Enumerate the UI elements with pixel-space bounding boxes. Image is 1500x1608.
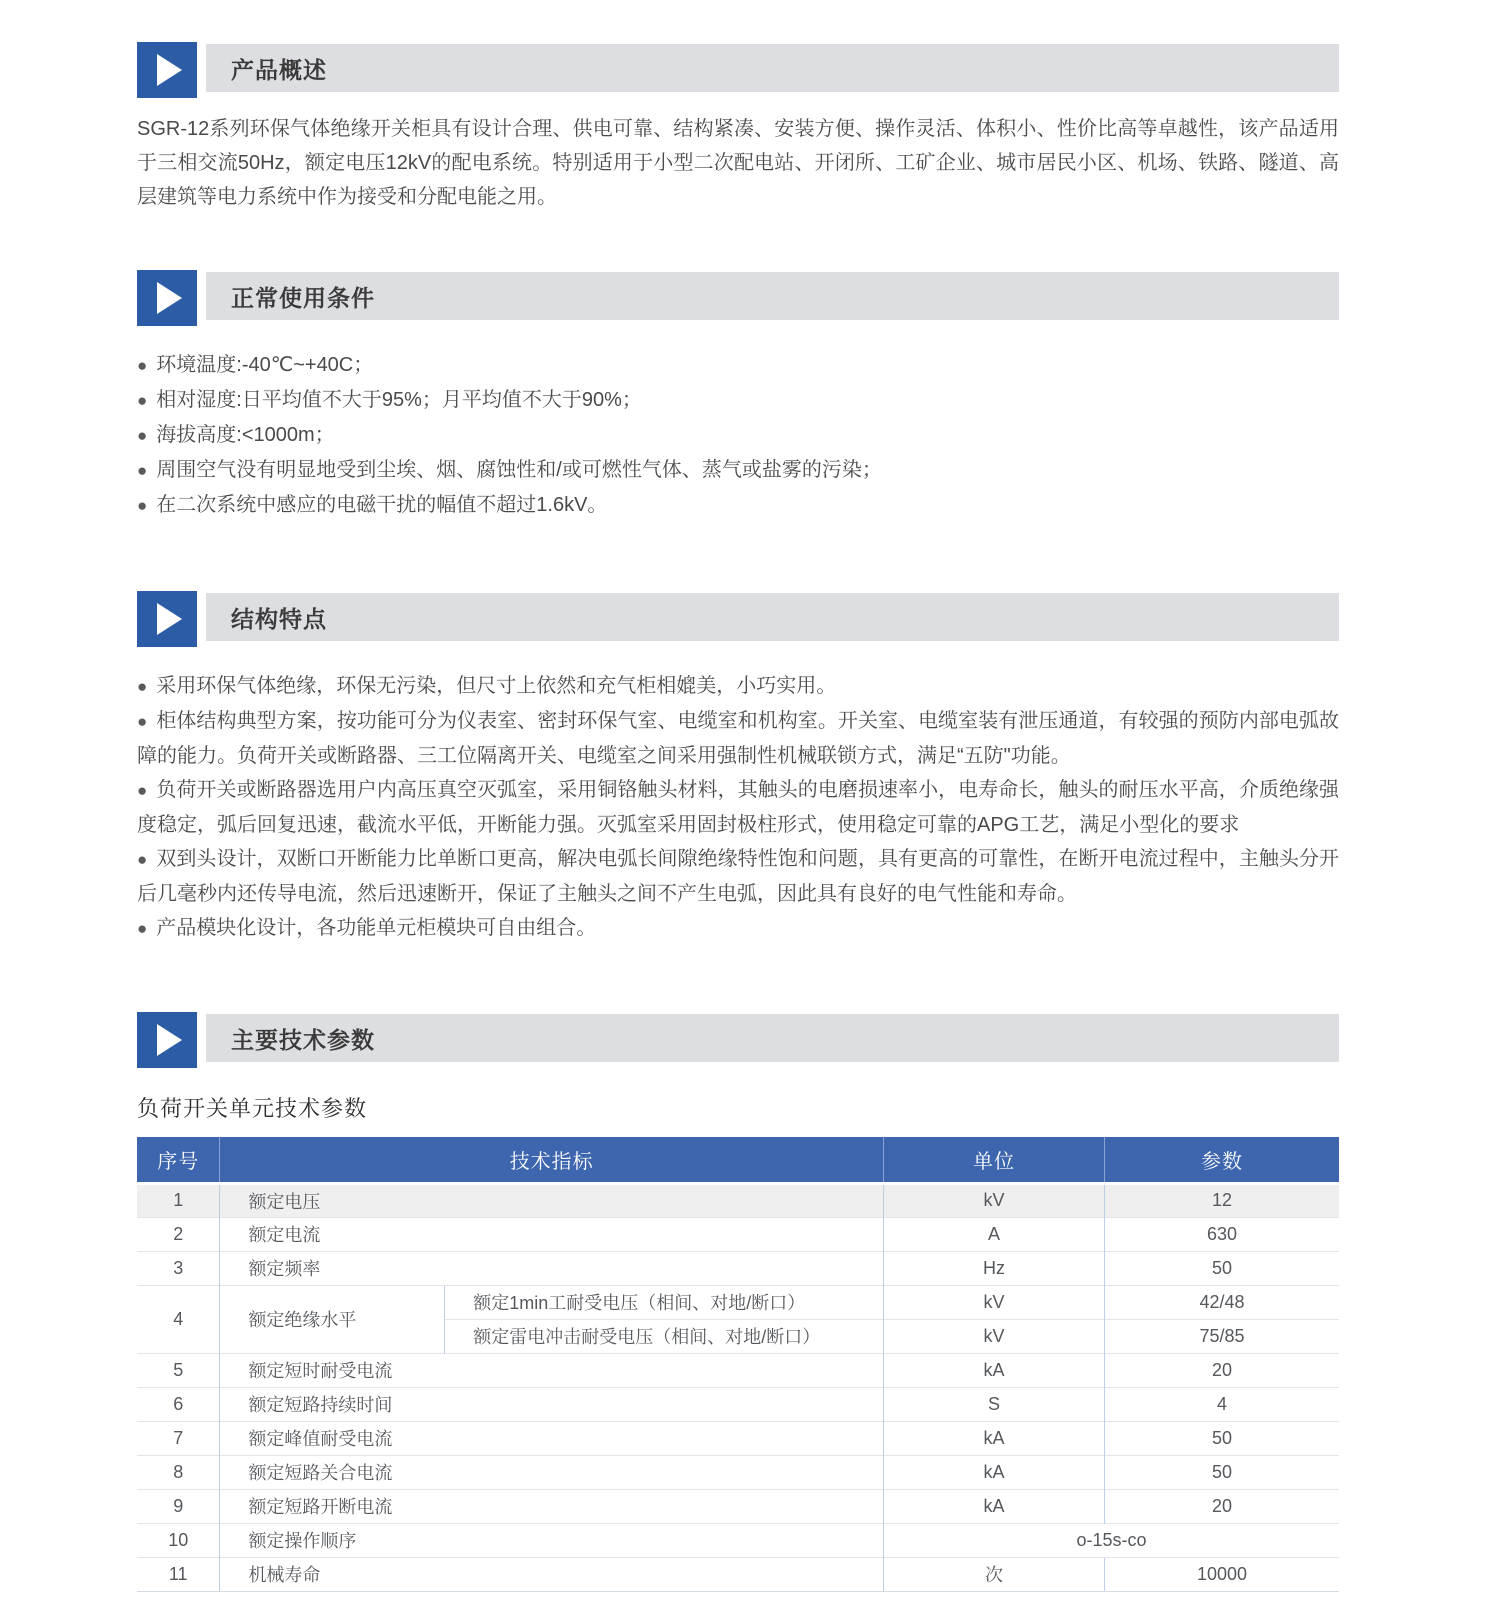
table-cell: 42/48 (1105, 1285, 1339, 1319)
section-parameters (137, 1012, 1339, 1592)
bullet-dot-icon: ● (137, 919, 148, 938)
table-cell: 额定短路开断电流 (220, 1489, 884, 1523)
table-cell: 3 (137, 1251, 220, 1285)
bullet-text: 采用环保气体绝缘，环保无污染，但尺寸上依然和充气柜相媲美，小巧实用。 (156, 675, 837, 697)
bullet-item (137, 488, 1339, 523)
bullet-item (137, 418, 1339, 453)
table-cell: 额定短时耐受电流 (220, 1353, 884, 1387)
bullet-text: 双到头设计，双断口开断能力比单断口更高，解决电弧长间隙绝缘特性饱和问题，具有更高的可靠性，在断开电流过程中，主触头分开后几毫秒内还传导电流，然后迅速断开，保证了主触头之间不产生电弧，因此具有良好的电气性能和寿命。 (137, 848, 1339, 905)
table-cell: 9 (137, 1489, 220, 1523)
table-cell: 11 (137, 1557, 220, 1591)
bullet-text: 产品模块化设计，各功能单元柜模块可自由组合。 (156, 917, 597, 939)
table-header-cell: 序号 (137, 1137, 220, 1183)
bullet-item (137, 842, 1339, 911)
table-cell: A (883, 1217, 1104, 1251)
table-cell: 4 (1105, 1387, 1339, 1421)
section-header-conditions (137, 270, 1339, 326)
table-row (137, 1455, 1339, 1489)
table-cell: kV (883, 1285, 1104, 1319)
bullet-dot-icon: ● (137, 781, 148, 800)
bullet-item (137, 773, 1339, 842)
bullet-dot-icon: ● (137, 496, 148, 515)
table-row (137, 1285, 1339, 1319)
section-title: 产品概述 (231, 56, 327, 83)
table-cell: 20 (1105, 1353, 1339, 1387)
table-row (137, 1421, 1339, 1455)
table-cell: 额定电流 (220, 1217, 884, 1251)
bullet-dot-icon: ● (137, 391, 148, 410)
table-cell: S (883, 1387, 1104, 1421)
table-row (137, 1217, 1339, 1251)
table-subtitle: 负荷开关单元技术参数 (137, 1096, 368, 1121)
table-cell: 50 (1105, 1251, 1339, 1285)
bullet-dot-icon: ● (137, 712, 148, 731)
table-cell: o-15s-co (883, 1523, 1339, 1557)
section-header-features (137, 591, 1339, 647)
section-header-parameters (137, 1012, 1339, 1068)
table-cell: kV (883, 1183, 1104, 1217)
bullet-dot-icon: ● (137, 426, 148, 445)
overview-paragraph: SGR-12系列环保气体绝缘开关柜具有设计合理、供电可靠、结构紧凑、安装方便、操作灵活、体积小、性价比高等卓越性，该产品适用于三相交流50Hz，额定电压12kV的配电系统。特别适用于小型二次配电站、开闭所、工矿企业、城市居民小区、机场、铁路、隧道、高层建筑等电力系统中作为接受和分配电能之用。 (137, 118, 1339, 208)
bullet-dot-icon: ● (137, 356, 148, 375)
bullet-text: 负荷开关或断路器选用户内高压真空灭弧室，采用铜铬触头材料，其触头的电磨损速率小，电寿命长，触头的耐压水平高，介质绝缘强度稳定，弧后回复迅速，截流水平低，开断能力强。灭弧室采用固封极柱形式，使用稳定可靠的APG工艺，满足小型化的要求 (137, 779, 1339, 836)
bullet-text: 相对湿度:日平均值不大于95%；月平均值不大于90%； (156, 389, 642, 411)
bullet-dot-icon: ● (137, 677, 148, 696)
table-cell: 额定绝缘水平 (220, 1285, 445, 1353)
table-cell: kV (883, 1319, 1104, 1353)
section-title-bar (206, 272, 1339, 320)
bullet-item (137, 704, 1339, 773)
conditions-list (137, 348, 1339, 523)
section-title: 结构特点 (231, 605, 327, 632)
table-row (137, 1183, 1339, 1217)
table-cell: 630 (1105, 1217, 1339, 1251)
triangle-glyph (157, 282, 182, 314)
table-cell: 50 (1105, 1455, 1339, 1489)
table-cell: 50 (1105, 1421, 1339, 1455)
bullet-dot-icon: ● (137, 461, 148, 480)
table-cell: 12 (1105, 1183, 1339, 1217)
section-title-bar (206, 593, 1339, 641)
table-cell: 4 (137, 1285, 220, 1353)
table-row (137, 1523, 1339, 1557)
table-cell: 20 (1105, 1489, 1339, 1523)
section-title: 正常使用条件 (231, 284, 375, 311)
table-cell: Hz (883, 1251, 1104, 1285)
section-features (137, 591, 1339, 946)
play-arrow-icon (137, 270, 197, 326)
bullet-text: 在二次系统中感应的电磁干扰的幅值不超过1.6kV。 (156, 494, 608, 516)
bullet-item (137, 911, 1339, 946)
bullet-text: 环境温度:-40℃~+40C； (156, 354, 374, 376)
table-cell: 额定操作顺序 (220, 1523, 884, 1557)
table-cell: 8 (137, 1455, 220, 1489)
parameters-table (137, 1137, 1339, 1592)
table-header-row (137, 1137, 1339, 1183)
triangle-glyph (157, 54, 182, 86)
table-cell: 10 (137, 1523, 220, 1557)
features-list (137, 669, 1339, 946)
table-cell: 6 (137, 1387, 220, 1421)
table-row (137, 1387, 1339, 1421)
table-cell: 机械寿命 (220, 1557, 884, 1591)
play-arrow-icon (137, 42, 197, 98)
triangle-glyph (157, 603, 182, 635)
table-cell: kA (883, 1455, 1104, 1489)
table-cell: 额定频率 (220, 1251, 884, 1285)
bullet-text: 海拔高度:<1000m； (156, 424, 335, 446)
table-row (137, 1557, 1339, 1591)
play-arrow-icon (137, 591, 197, 647)
table-cell: 额定短路关合电流 (220, 1455, 884, 1489)
section-overview (137, 42, 1339, 214)
table-header-cell: 技术指标 (220, 1137, 884, 1183)
play-arrow-icon (137, 1012, 197, 1068)
table-header-cell: 参数 (1105, 1137, 1339, 1183)
table-cell: 7 (137, 1421, 220, 1455)
table-cell: 1 (137, 1183, 220, 1217)
table-cell: 5 (137, 1353, 220, 1387)
table-cell: 额定峰值耐受电流 (220, 1421, 884, 1455)
table-cell: 10000 (1105, 1557, 1339, 1591)
table-cell: kA (883, 1353, 1104, 1387)
table-cell: 75/85 (1105, 1319, 1339, 1353)
section-header-overview (137, 42, 1339, 98)
section-title-bar (206, 44, 1339, 92)
table-cell: 额定电压 (220, 1183, 884, 1217)
bullet-text: 周围空气没有明显地受到尘埃、烟、腐蚀性和/或可燃性气体、蒸气或盐雾的污染； (156, 459, 882, 481)
table-cell: 2 (137, 1217, 220, 1251)
bullet-text: 柜体结构典型方案，按功能可分为仪表室、密封环保气室、电缆室和机构室。开关室、电缆室装有泄压通道，有较强的预防内部电弧故障的能力。负荷开关或断路器、三工位隔离开关、电缆室之间采用强制性机械联锁方式，满足“五防"功能。 (137, 710, 1339, 767)
table-cell: 次 (883, 1557, 1104, 1591)
table-cell: kA (883, 1489, 1104, 1523)
table-row (137, 1353, 1339, 1387)
bullet-item (137, 383, 1339, 418)
section-title: 主要技术参数 (231, 1026, 375, 1053)
bullet-item (137, 348, 1339, 383)
table-cell: 额定1min工耐受电压（相间、对地/断口） (445, 1285, 884, 1319)
bullet-item (137, 453, 1339, 488)
table-row (137, 1489, 1339, 1523)
bullet-dot-icon: ● (137, 850, 148, 869)
bullet-item (137, 669, 1339, 704)
triangle-glyph (157, 1024, 182, 1056)
table-row (137, 1251, 1339, 1285)
table-header-cell: 单位 (883, 1137, 1104, 1183)
section-title-bar (206, 1014, 1339, 1062)
table-cell: 额定雷电冲击耐受电压（相间、对地/断口） (445, 1319, 884, 1353)
table-cell: 额定短路持续时间 (220, 1387, 884, 1421)
section-conditions (137, 270, 1339, 523)
table-cell: kA (883, 1421, 1104, 1455)
